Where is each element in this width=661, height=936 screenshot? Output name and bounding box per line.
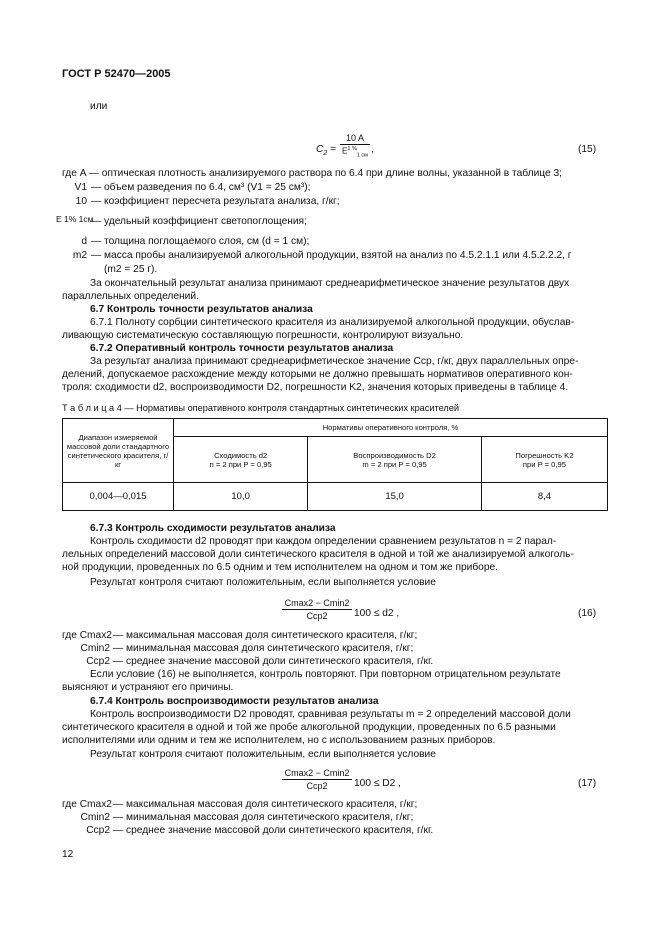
def-symbol: Cmin2: [80, 812, 110, 823]
def-symbol: E 1% 1см: [56, 214, 94, 224]
section-title: 6.7.2 Оперативный контроль точности результатов анализа: [90, 343, 394, 354]
table-header-cell: Воспроизводимость D2 m = 2 при P = 0,95: [308, 437, 482, 483]
formula17-tail: 100 ≤ D2 ,: [354, 778, 401, 789]
def-symbol: 10: [75, 196, 87, 207]
formula15-number: (15): [578, 144, 597, 155]
paragraph-line: исполнителями или одним и тем же исполнителем, но с использованием разных приборов.: [62, 735, 496, 746]
paragraph-line: Если условие (16) не выполняется, контроль повторяют. При повторном отрицательном результате: [90, 669, 561, 680]
table-header-group: Нормативы оперативного контроля, %: [174, 419, 608, 437]
paragraph-line: За окончательный результат анализа принимают среднеарифметическое значение результатов двух: [90, 278, 570, 289]
def-text: — максимальная массовая доля синтетического красителя, г/кг;: [113, 799, 418, 810]
def-text: (m2 = 25 г).: [104, 264, 158, 275]
or-word: или: [90, 101, 108, 112]
def-text: — минимальная массовая доля синтетического красителя, г/кг;: [113, 812, 414, 823]
def-text: — минимальная массовая доля синтетического красителя, г/кг;: [113, 643, 414, 654]
section-title: 6.7.4 Контроль воспроизводимости результатов анализа: [90, 696, 379, 707]
table-header-cell: Погрешность K2 при P = 0,95: [481, 437, 607, 483]
def-text: — толщина поглощаемого слоя, см (d = 1 см);: [91, 236, 310, 247]
def-symbol: где Cmax2: [62, 630, 112, 641]
table-4: [62, 418, 608, 511]
def-symbol: d: [81, 236, 87, 247]
table-header-range: Диапазон измеряемой массовой доли стандартного синтетического красителя, г/кг: [63, 419, 174, 483]
paragraph-line: выясняют и устраняют его причины.: [62, 682, 234, 693]
formula15-fraction: 10 A $E^{1 \%}_{1 см}$: [340, 133, 370, 158]
table-cell: 0,004—0,015: [63, 483, 174, 511]
paragraph-line: За результат анализа принимают среднеарифметическое значение Cср, г/кг, двух параллельных опре-: [90, 356, 579, 367]
def-text: — максимальная массовая доля синтетического красителя, г/кг;: [113, 630, 418, 641]
paragraph-line: Контроль сходимости d2 проводят при каждом определении сравнением результатов n = 2 парал-: [90, 536, 557, 547]
def-item: где A — оптическая плотность анализируемого раствора по 6.4 при длине волны, указанной в таблице 3;: [62, 168, 562, 179]
paragraph-line: синтетического красителя в одной и той же пробе алкогольной продукции, проведенных по 6.5 разными: [62, 722, 556, 733]
page-number: 12: [62, 849, 74, 860]
def-symbol: V1: [74, 182, 87, 193]
paragraph-line: параллельных определений.: [62, 291, 199, 302]
def-text: — коэффициент пересчета результата анализа, г/кг;: [91, 196, 340, 207]
formula17-number: (17): [578, 778, 597, 789]
formula16-tail: 100 ≤ d2 ,: [354, 608, 400, 619]
def-text: — удельный коэффициент светопоглощения;: [91, 216, 307, 227]
def-text: — объем разведения по 6.4, см³ (V1 = 25 см³);: [91, 182, 311, 193]
def-symbol: где Cmax2: [62, 799, 112, 810]
formula15-lhs: $C_2$ =: [316, 144, 337, 158]
paragraph-line: ливающую систематическую составляющую погрешности, контролируют визуально.: [62, 330, 464, 341]
paragraph-line: Контроль воспроизводимости D2 проводят, сравнивая результаты m = 2 определений массовой доли: [90, 709, 571, 720]
paragraph-line: ной продукции, проведенных по 6.5 одним и тем исполнителем на одном и том же приборе.: [62, 562, 499, 573]
def-text: — среднее значение массовой доли синтетического красителя, г/кг.: [113, 825, 434, 836]
table-cell: 10,0: [174, 483, 308, 511]
paragraph-line: лельных определений массовой доли синтетического красителя в одной и той же анализируемой алкоголь-: [62, 549, 574, 560]
paragraph-line: Результат контроля считают положительным, если выполняется условие: [90, 577, 436, 588]
formula16-number: (16): [578, 608, 597, 619]
paragraph-line: делений, допускаемое расхождение между которыми не должно превышать нормативов оперативного кон-: [62, 369, 573, 380]
document-header: ГОСТ Р 52470—2005: [62, 68, 171, 80]
table-header-cell: Сходимость d2 n = 2 при P = 0,95: [174, 437, 308, 483]
paragraph-line: троля: сходимости d2, воспроизводимости D2, погрешности K2, значения которых приведены в таблице 4.: [62, 382, 569, 393]
table-cell: 8,4: [481, 483, 607, 511]
paragraph-line: Результат контроля считают положительным, если выполняется условие: [90, 749, 436, 760]
section-title: 6.7.3 Контроль сходимости результатов анализа: [90, 523, 336, 534]
table-cell: 15,0: [308, 483, 482, 511]
def-symbol: m2: [72, 250, 87, 261]
section-title: 6.7 Контроль точности результатов анализа: [90, 304, 313, 315]
def-symbol: Cmin2: [80, 643, 110, 654]
def-symbol: Cср2: [86, 656, 110, 667]
def-text: — масса пробы анализируемой алкогольной продукции, взятой на анализ по 4.5.2.1.1 или 4.5.2.2.2, г: [91, 250, 572, 261]
paragraph-line: 6.7.1 Полноту сорбции синтетического красителя из анализируемой алкогольной продукции, обуслав-: [90, 317, 575, 328]
def-symbol: Cср2: [86, 825, 110, 836]
formula15-comma: ,: [371, 144, 374, 155]
def-text: — среднее значение массовой доли синтетического красителя, г/кг.: [113, 656, 434, 667]
formula16-fraction: Cmax2 − Cmin2 Cср2: [282, 598, 352, 621]
formula17-fraction: Cmax2 − Cmin2 Cср2: [282, 768, 352, 791]
table-caption: Т а б л и ц а 4 — Нормативы оперативного контроля стандартных синтетических красителей: [62, 403, 460, 413]
